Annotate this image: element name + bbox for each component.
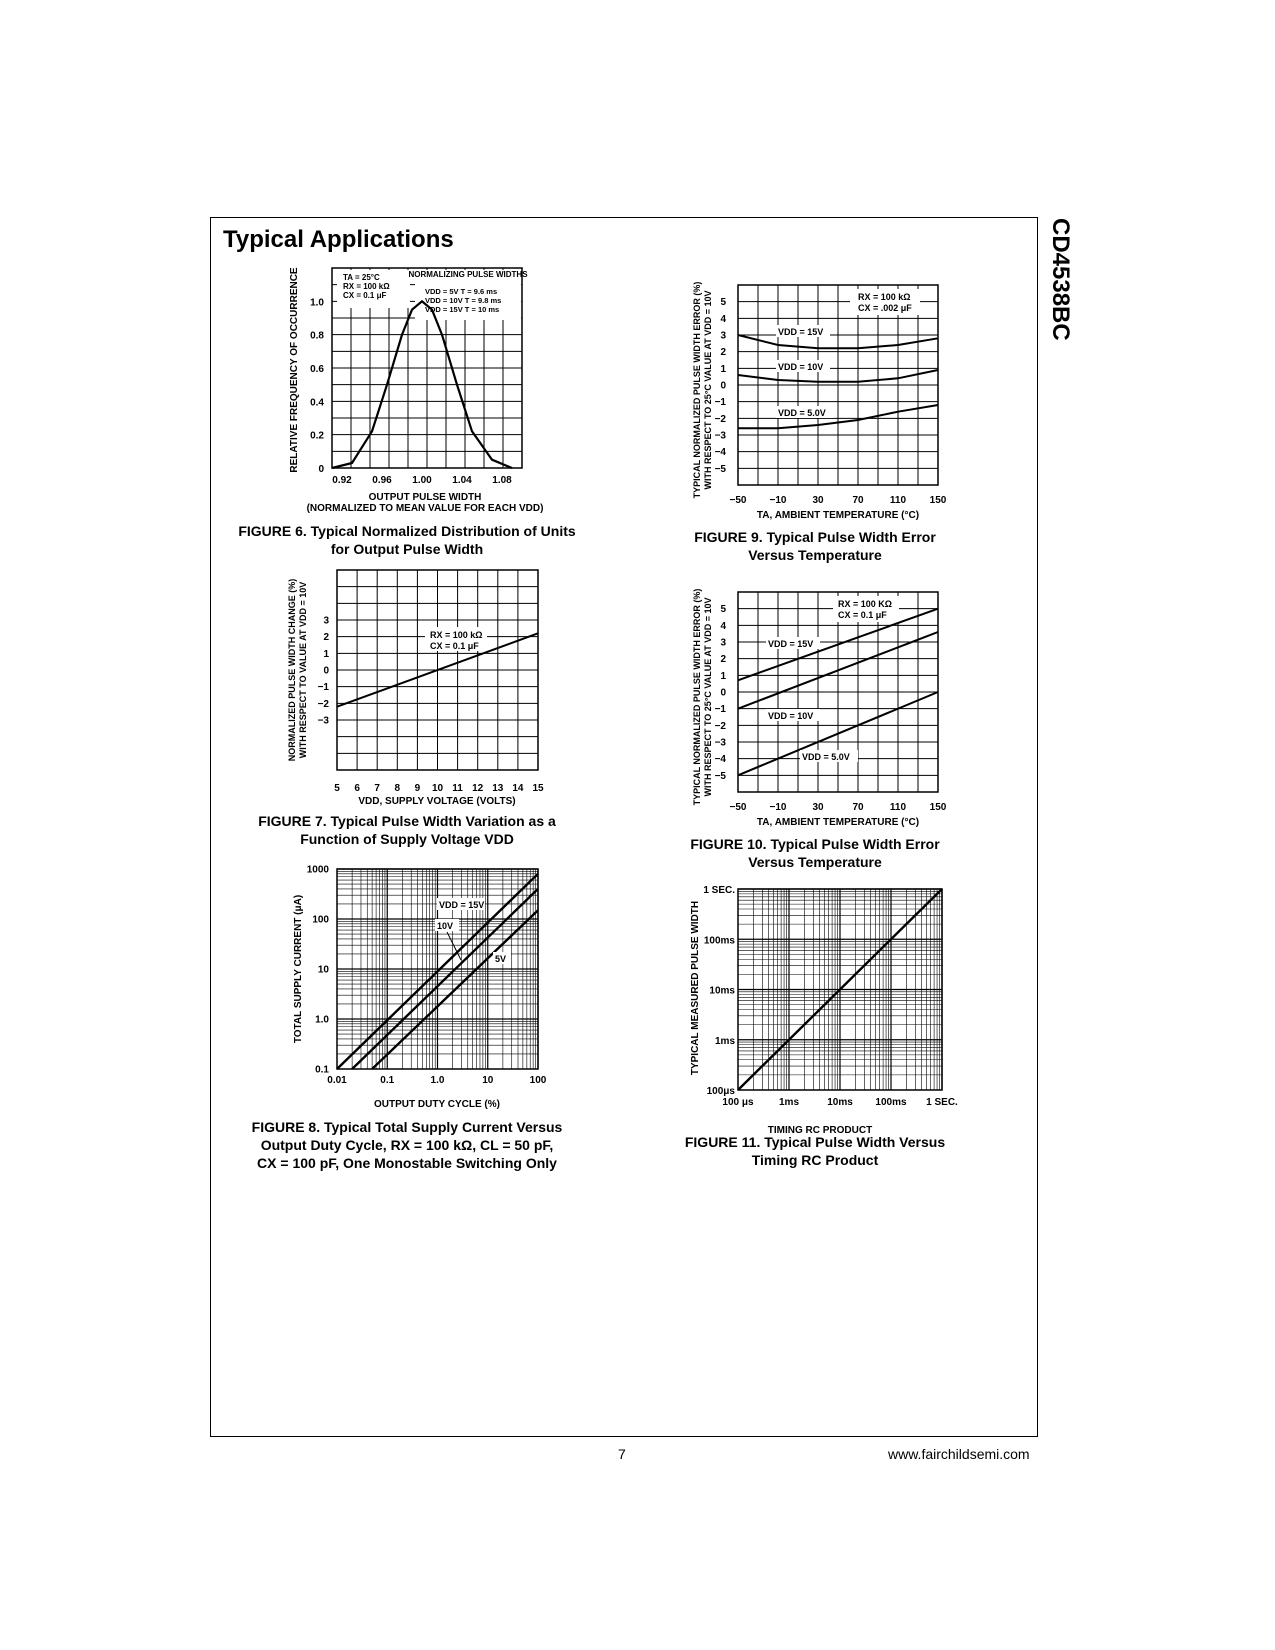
figure-8-caption [232,1118,582,1172]
fig7-xtick: 7 [374,783,380,794]
fig9-caption-line1: FIGURE 9. Typical Pulse Width Error [694,529,936,545]
part-number-text: CD4538BC [1047,218,1074,341]
fig9-legend-2: CX = .002 μF [858,303,912,313]
fig7-xtick: 15 [532,783,544,794]
fig6-legend-right-3: VDD = 15V T = 10 ms [425,305,500,314]
fig10-xtick: 70 [852,802,864,813]
fig9-ytick: −5 [714,463,726,475]
fig10-ytick: 0 [720,687,726,699]
fig11-ytick: 1ms [714,1035,735,1047]
fig11-ytick: 1 SEC. [703,885,735,896]
fig6-ylabel: RELATIVE FREQUENCY OF OCCURRENCE [289,267,300,473]
fig10-xlabel: TA, AMBIENT TEMPERATURE (°C) [756,817,920,828]
fig9-label-vdd15: VDD = 15V [778,327,824,337]
fig11-xlabel: TIMING RC PRODUCT [767,1125,873,1136]
fig8-xtick: 0.01 [327,1075,347,1086]
figure-9 [690,265,960,530]
fig7-xtick: 9 [414,783,421,794]
fig9-xlabel: TA, AMBIENT TEMPERATURE (°C) [756,510,920,521]
fig8-ylabel: TOTAL SUPPLY CURRENT (μA) [293,894,304,1044]
fig10-ytick: 2 [720,654,726,666]
fig11-ytick: 10ms [709,985,735,997]
fig9-ytick: −3 [714,430,726,442]
fig6-ytick: 0.8 [310,330,324,342]
fig6-ytick: 0.6 [310,364,324,375]
fig7-ytick: 0 [323,665,329,677]
fig7-caption-line1: FIGURE 7. Typical Pulse Width Variation as a [258,813,556,829]
fig8-series-vdd10 [352,889,538,1069]
fig9-ytick: −4 [714,447,726,459]
fig7-xtick: 10 [431,783,444,794]
fig7-xtick: 6 [354,783,360,794]
figure-10-caption [670,835,960,871]
fig8-ytick: 1.0 [315,1014,329,1026]
fig10-ytick: −2 [714,720,726,732]
fig7-legend-2: CX = 0.1 μF [430,641,479,651]
fig9-ylabel2: WITH RESPECT TO 25°C VALUE AT VDD = 10V [703,290,713,490]
figure-9-caption [670,528,960,564]
fig8-caption-line3: CX = 100 pF, One Monostable Switching Only [257,1155,557,1171]
fig10-xtick: −10 [769,802,787,813]
fig6-xtick: 1.00 [412,475,432,486]
fig7-ylabel2: WITH RESPECT TO VALUE AT VDD = 10V [298,581,308,759]
fig11-xtick: 100 μs [722,1097,754,1108]
fig9-label-vdd10: VDD = 10V [778,362,824,372]
fig10-xtick: −50 [729,802,747,813]
fig9-xtick: −50 [729,495,747,506]
fig8-xtick: 100 [529,1075,547,1086]
fig10-ytick: −3 [714,737,726,749]
fig6-ytick: 1.0 [310,297,324,309]
fig7-xtick: 5 [334,783,340,794]
fig10-ylabel2: WITH RESPECT TO 25°C VALUE AT VDD = 10V [703,597,713,797]
fig9-xtick: −10 [769,495,787,506]
fig8-caption-line2: Output Duty Cycle, RX = 100 kΩ, CL = 50 pF, [260,1137,554,1153]
figure-6-chart [285,260,555,520]
fig9-xtick: 70 [852,495,864,506]
fig9-ytick: 3 [720,330,726,342]
fig9-ytick: 5 [720,297,726,309]
fig10-ytick: 3 [720,637,726,649]
fig7-ytick: −1 [317,682,329,694]
fig11-xtick: 1ms [778,1097,800,1108]
fig6-caption-line2: for Output Pulse Width [330,541,484,557]
fig6-legend-left-3: CX = 0.1 μF [343,291,387,300]
fig10-ytick: 4 [720,620,726,632]
fig8-ytick: 100 [312,914,329,926]
page-number: 7 [618,1446,626,1462]
fig9-xtick: 150 [929,495,947,506]
fig6-ytick: 0 [318,464,324,475]
fig7-legend-1: RX = 100 kΩ [430,630,483,640]
fig11-caption-line1: FIGURE 11. Typical Pulse Width Versus [684,1134,946,1150]
fig6-xtick: 0.92 [332,475,352,486]
fig7-xtick: 11 [452,783,463,794]
fig11-ytick: 100μs [706,1086,735,1097]
figure-11 [690,878,960,1138]
fig6-caption-line1: FIGURE 6. Typical Normalized Distribution of Units [238,523,576,539]
figure-11-chart [690,878,960,1138]
fig11-xtick: 1 SEC. [926,1097,958,1108]
fig9-ylabel: TYPICAL NORMALIZED PULSE WIDTH ERROR (%) [692,281,702,499]
figure-7 [285,565,555,815]
fig10-legend-1: RX = 100 KΩ [838,599,892,609]
fig7-ylabel: NORMALIZED PULSE WIDTH CHANGE (%) [287,578,297,762]
fig9-ytick: −1 [714,397,726,409]
fig9-label-vdd5: VDD = 5.0V [778,408,826,418]
fig11-xtick: 100ms [875,1097,907,1108]
fig9-ytick: 2 [720,347,726,359]
fig9-xtick: 110 [889,495,907,506]
fig6-legend-right-1: VDD = 5V T = 9.6 ms [425,287,498,296]
figure-8-chart [285,862,555,1117]
fig9-xtick: 30 [812,495,824,506]
fig7-xtick: 8 [394,783,401,794]
fig10-ytick: 1 [720,670,726,682]
fig10-ytick: −4 [714,754,726,766]
fig7-xtick: 12 [472,783,484,794]
fig11-ylabel: TYPICAL MEASURED PULSE WIDTH [690,900,701,1076]
fig8-ytick: 1000 [306,864,329,876]
figure-7-chart [285,565,555,815]
fig10-label-vdd10: VDD = 10V [768,711,814,721]
figure-7-caption [232,812,582,848]
fig9-caption-line2: Versus Temperature [748,547,882,563]
fig6-legend-right-2: VDD = 10V T = 9.8 ms [425,296,502,305]
fig9-ytick: 0 [720,380,726,392]
fig7-ytick: 3 [323,615,329,627]
fig8-label-vdd10: 10V [437,921,454,931]
part-number [1044,218,1074,341]
fig10-ytick: 5 [720,604,726,616]
fig6-xlabel2: (NORMALIZED TO MEAN VALUE FOR EACH VDD) [306,503,544,514]
fig10-ytick: −5 [714,770,726,782]
fig7-caption-line2: Function of Supply Voltage VDD [300,831,514,847]
figure-10-chart [690,572,960,837]
fig7-ytick: −3 [317,715,329,727]
figure-6-caption [232,522,582,558]
fig8-xlabel: OUTPUT DUTY CYCLE (%) [374,1099,500,1110]
fig8-xtick: 10 [482,1075,494,1086]
fig7-ytick: −2 [317,698,329,710]
fig8-ytick: 0.1 [315,1064,329,1076]
fig8-label-vdd15: VDD = 15V [439,900,485,910]
fig7-xtick: 14 [512,783,524,794]
fig10-xtick: 110 [889,802,907,813]
fig8-xtick: 0.1 [380,1075,395,1086]
section-title: Typical Applications [223,226,454,253]
fig11-ytick: 100ms [703,935,735,947]
fig10-ytick: −1 [714,704,726,716]
fig9-ytick: −2 [714,413,726,425]
fig7-xlabel: VDD, SUPPLY VOLTAGE (VOLTS) [358,796,516,807]
fig8-xtick: 1.0 [430,1075,445,1086]
fig10-label-vdd5: VDD = 5.0V [802,752,850,762]
fig7-xtick: 13 [492,783,504,794]
fig6-ytick: 0.4 [310,397,324,409]
fig6-ytick: 0.2 [310,430,324,442]
fig10-ylabel: TYPICAL NORMALIZED PULSE WIDTH ERROR (%) [692,588,702,806]
fig6-legend-right-title: NORMALIZING PULSE WIDTHS [408,270,528,279]
fig9-legend-1: RX = 100 kΩ [858,292,911,302]
fig9-ytick: 4 [720,313,726,325]
fig6-xlabel: OUTPUT PULSE WIDTH [368,492,482,503]
fig10-caption-line2: Versus Temperature [748,854,882,870]
fig10-legend-2: CX = 0.1 μF [838,610,887,620]
fig7-ytick: 1 [323,648,329,660]
figure-9-chart [690,265,960,530]
fig8-label-vdd5: 5V [495,954,507,964]
fig7-ytick: 2 [323,632,329,644]
fig10-xtick: 150 [929,802,947,813]
fig6-xtick: 1.04 [452,475,472,486]
fig6-xtick: 0.96 [372,475,392,486]
fig10-xtick: 30 [812,802,824,813]
fig11-caption-line2: Timing RC Product [751,1152,879,1168]
fig8-caption-line1: FIGURE 8. Typical Total Supply Current Versus [251,1119,563,1135]
figure-8 [285,862,555,1117]
fig8-ytick: 10 [317,964,329,976]
fig9-ytick: 1 [720,363,726,375]
figure-11-caption [670,1133,960,1169]
fig10-label-vdd15: VDD = 15V [768,639,814,649]
fig11-xtick: 10ms [827,1097,853,1108]
figure-10 [690,572,960,837]
fig6-legend-left-2: RX = 100 kΩ [343,282,390,291]
website-url: www.fairchildsemi.com [888,1446,1030,1462]
fig10-caption-line1: FIGURE 10. Typical Pulse Width Error [690,836,940,852]
fig6-legend-left-1: TA = 25°C [343,273,380,282]
figure-6 [285,260,555,520]
fig6-xtick: 1.08 [492,475,512,486]
